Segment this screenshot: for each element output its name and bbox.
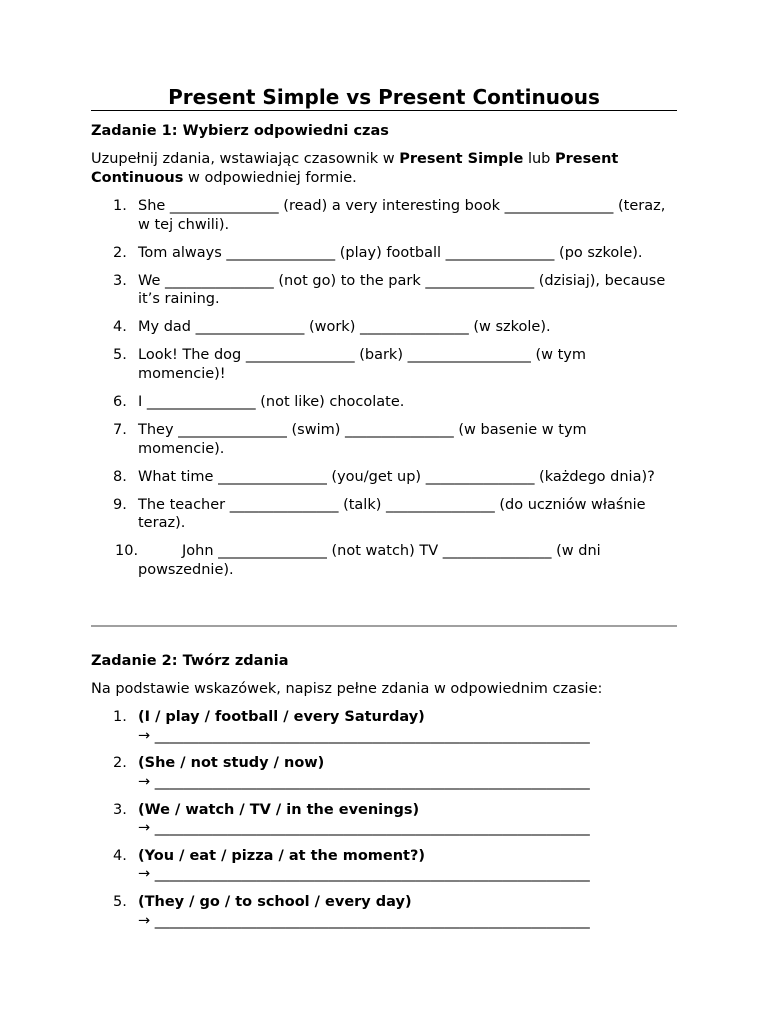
list-item bbox=[91, 893, 677, 930]
item-number: 4. bbox=[113, 847, 127, 864]
list-item bbox=[91, 244, 677, 263]
list-item bbox=[91, 847, 677, 884]
item-number: 1. bbox=[113, 709, 127, 725]
item-text: The teacher _______________ (talk) _______________ (do uczniów właśnie teraz). bbox=[138, 496, 646, 532]
task1-instruction bbox=[91, 150, 677, 187]
item-text: We _______________ (not go) to the park _______________ (dzisiaj), because it’s raining. bbox=[138, 272, 666, 308]
item-prompt: (She / not study / now) bbox=[138, 755, 325, 772]
item-text: My dad _______________ (work) _______________ (w szkole). bbox=[138, 319, 551, 336]
task2-instruction: Na podstawie wskazówek, napisz pełne zdania w odpowiednim czasie: bbox=[91, 681, 603, 697]
item-number: 9. bbox=[113, 496, 127, 513]
item-text: She _______________ (read) a very interesting book _______________ (teraz, w tej chwili). bbox=[138, 198, 666, 233]
task1-instruction-pre: Uzupełnij zdania, wstawiając czasownik w bbox=[91, 151, 400, 167]
item-text: Look! The dog _______________ (bark) _________________ (w tym momencie)! bbox=[138, 347, 586, 382]
answer-line: → ____________________________________________________________ bbox=[138, 912, 590, 929]
item-number: 5. bbox=[113, 894, 127, 911]
item-prompt: (I / play / football / every Saturday) bbox=[138, 709, 425, 725]
list-item bbox=[91, 801, 677, 838]
item-number: 1. bbox=[113, 198, 127, 214]
item-prompt: (We / watch / TV / in the evenings) bbox=[138, 801, 420, 818]
list-item bbox=[91, 318, 677, 337]
item-prompt: (They / go / to school / every day) bbox=[138, 894, 412, 911]
task2-list bbox=[91, 708, 677, 939]
item-text: I _______________ (not like) chocolate. bbox=[138, 393, 405, 410]
list-item bbox=[91, 708, 677, 745]
item-text: They _______________ (swim) _______________ (w basenie w tym momencie). bbox=[138, 422, 587, 457]
item-number: 6. bbox=[113, 393, 127, 410]
task1-instruction-mid: lub bbox=[523, 151, 555, 167]
item-text: Tom always _______________ (play) football _______________ (po szkole). bbox=[138, 244, 643, 261]
item-number: 2. bbox=[113, 244, 127, 261]
item-number: 7. bbox=[113, 422, 127, 439]
answer-line: → ____________________________________________________________ bbox=[138, 866, 590, 883]
answer-line: → ____________________________________________________________ bbox=[138, 773, 590, 790]
list-item bbox=[91, 393, 677, 412]
item-prompt: (You / eat / pizza / at the moment?) bbox=[138, 847, 426, 864]
item-number: 4. bbox=[113, 319, 127, 336]
item-number: 5. bbox=[113, 347, 127, 364]
title-rule bbox=[91, 110, 677, 111]
item-number: 3. bbox=[113, 272, 127, 289]
list-item bbox=[91, 754, 677, 791]
item-number: 2. bbox=[113, 755, 127, 772]
task1-heading: Zadanie 1: Wybierz odpowiedni czas bbox=[91, 123, 389, 139]
item-text: John _______________ (not watch) TV _______________ (w dni powszednie). bbox=[138, 543, 601, 578]
task2-heading: Zadanie 2: Twórz zdania bbox=[91, 653, 289, 669]
page-title: Present Simple vs Present Continuous bbox=[168, 85, 600, 109]
item-number: 3. bbox=[113, 801, 127, 818]
task1-instruction-post: w odpowiedniej formie. bbox=[183, 169, 357, 186]
item-number: 8. bbox=[113, 468, 127, 485]
task1-list bbox=[91, 197, 677, 589]
section-divider bbox=[91, 625, 677, 627]
task1-instruction-bold-2: Present Continuous bbox=[91, 151, 619, 186]
item-text: What time _______________ (you/get up) _______________ (każdego dnia)? bbox=[138, 468, 655, 485]
task1-instruction-bold-1: Present Simple bbox=[399, 151, 524, 167]
item-number: 10. bbox=[115, 543, 139, 560]
list-item bbox=[91, 346, 677, 383]
answer-line: → ____________________________________________________________ bbox=[138, 727, 590, 744]
list-item bbox=[91, 272, 677, 309]
answer-line: → ____________________________________________________________ bbox=[138, 820, 590, 837]
list-item bbox=[91, 496, 677, 533]
list-item bbox=[91, 468, 677, 487]
list-item bbox=[91, 542, 677, 579]
list-item bbox=[91, 197, 677, 234]
list-item bbox=[91, 421, 677, 458]
